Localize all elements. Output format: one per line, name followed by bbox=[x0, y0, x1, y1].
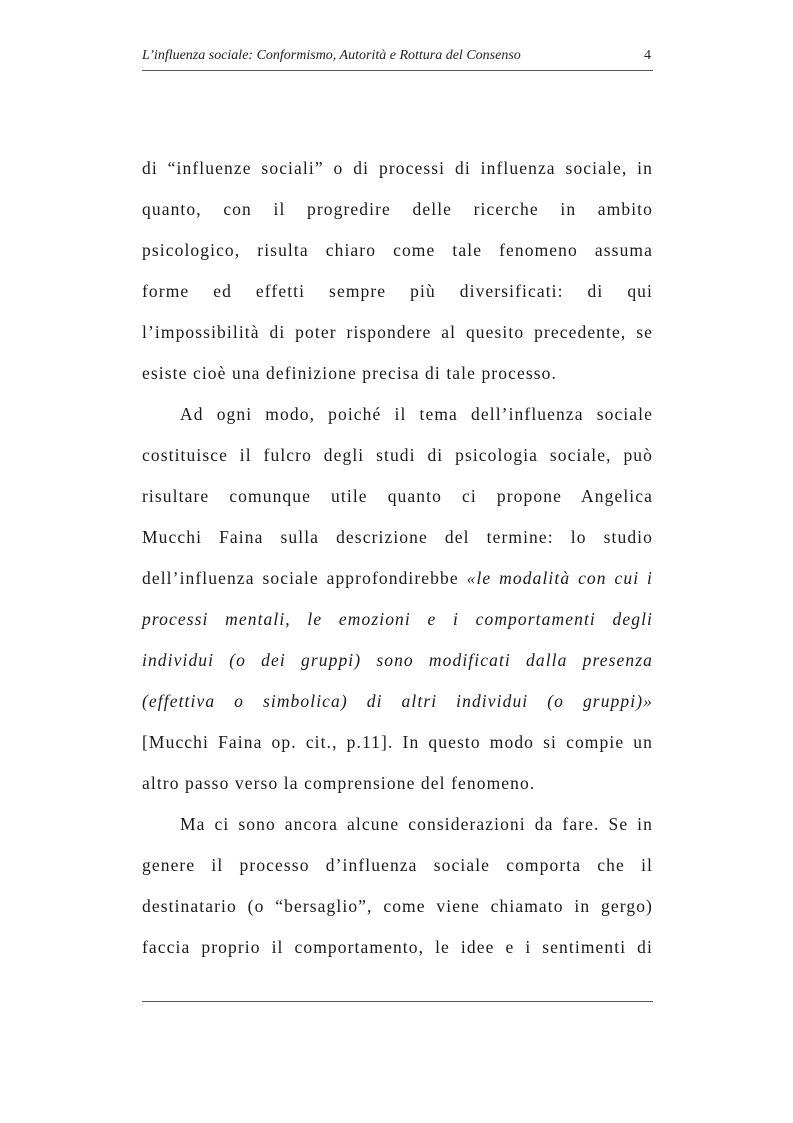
text-line: l’impossibilità di poter rispondere al quesito precedente, se bbox=[142, 322, 653, 342]
text-line: esiste cioè una definizione precisa di tale processo. bbox=[142, 363, 557, 383]
text-line: risultare comunque utile quanto ci propone Angelica bbox=[142, 486, 653, 506]
text-line: altro passo verso la comprensione del fenomeno. bbox=[142, 773, 536, 793]
body-text bbox=[142, 148, 653, 968]
page-header bbox=[142, 46, 653, 71]
text-line: Ad ogni modo, poiché il tema dell’influenza sociale bbox=[180, 404, 653, 424]
footer-rule bbox=[142, 1001, 653, 1002]
running-title: L’influenza sociale: Conformismo, Autorità e Rottura del Consenso bbox=[142, 48, 521, 63]
text-line: quanto, con il progredire delle ricerche in ambito bbox=[142, 199, 653, 219]
text-line: Ma ci sono ancora alcune considerazioni da fare. Se in bbox=[180, 814, 653, 834]
quote-start: «le modalità con cui i bbox=[466, 568, 654, 588]
quote-line: processi mentali, le emozioni e i comportamenti degli bbox=[142, 609, 653, 629]
text-line: forme ed effetti sempre più diversificati: di qui bbox=[142, 281, 653, 301]
text-line-mixed bbox=[142, 558, 653, 599]
text-line: costituisce il fulcro degli studi di psicologia sociale, può bbox=[142, 445, 653, 465]
quote-line: (effettiva o simbolica) di altri individui (o gruppi)» bbox=[142, 691, 653, 711]
page-number: 4 bbox=[644, 48, 651, 63]
text-line: faccia proprio il comportamento, le idee e i sentimenti di bbox=[142, 937, 653, 957]
text-line: [Mucchi Faina op. cit., p.11]. In questo modo si compie un bbox=[142, 732, 653, 752]
quote-line: individui (o dei gruppi) sono modificati dalla presenza bbox=[142, 650, 653, 670]
text-line: destinatario (o “bersaglio”, come viene chiamato in gergo) bbox=[142, 896, 653, 916]
text-plain: dell’influenza sociale approfondirebbe bbox=[142, 568, 467, 588]
text-line: psicologico, risulta chiaro come tale fenomeno assuma bbox=[142, 240, 653, 260]
text-line: Mucchi Faina sulla descrizione del termine: lo studio bbox=[142, 527, 653, 547]
text-line: di “influenze sociali” o di processi di influenza sociale, in bbox=[142, 158, 653, 178]
text-line: genere il processo d’influenza sociale comporta che il bbox=[142, 855, 653, 875]
